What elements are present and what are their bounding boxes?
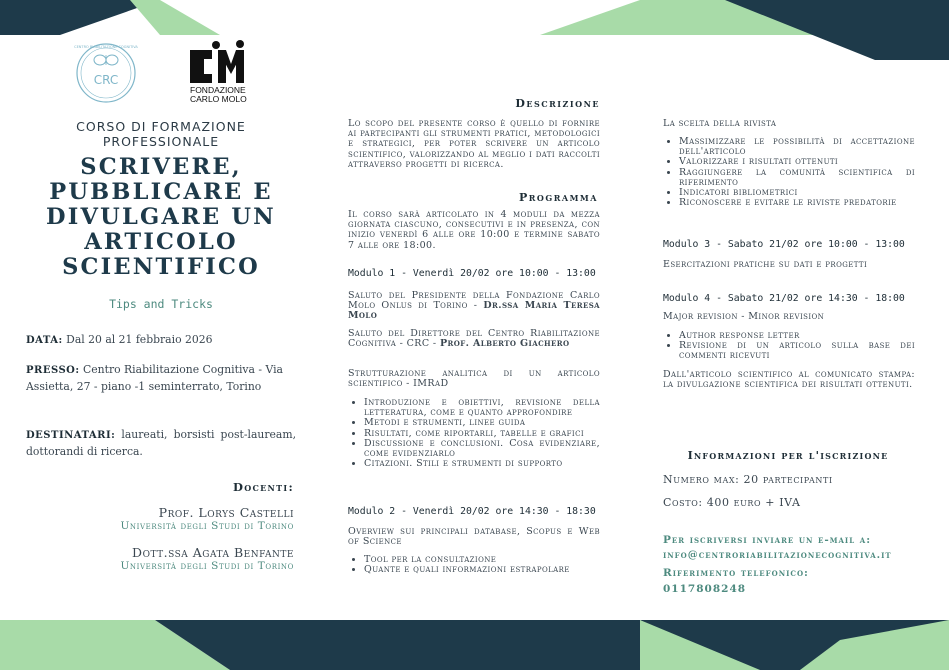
- module-1-intro: Strutturazione analitica di un articolo scientifico - IMRaD: [348, 368, 600, 390]
- section-heading-programma: Programma: [519, 191, 598, 204]
- list-item: • Risultati, come riportarli, tabelle e grafici: [364, 429, 600, 439]
- crc-logo-ring-text: CENTRO RIABILITAZIONE COGNITIVA: [74, 45, 138, 49]
- greeting-text: Saluto del Presidente della Fondazione Carlo Molo Onlus di Torino -: [348, 290, 600, 312]
- phone-label: Riferimento telefonico:: [663, 567, 809, 579]
- greeting-name: Dr.ssa Maria Teresa Molo: [348, 300, 600, 322]
- list-item: • Riconoscere e evitare le riviste predatorie: [679, 198, 915, 208]
- docenti-heading: Docenti:: [232, 480, 294, 494]
- docente-affiliation: Università degli Studi di Torino: [120, 520, 294, 532]
- place-value: Centro Riabilitazione Cognitiva - Via Assietta, 27 - piano -1 seminterrato, Torino: [26, 363, 283, 393]
- title-line: SCRIVERE,: [80, 154, 242, 180]
- module-1-title: Modulo 1 - Venerdì 20/02 ore 10:00 - 13:00: [348, 268, 596, 279]
- bottom-center-navy-band: [310, 620, 640, 670]
- phone-number[interactable]: 0117808248: [663, 583, 747, 595]
- module-4-closing: Dall'articolo scientifico al comunicato stampa: la divulgazione scientifica dei risultati ottenuti.: [663, 369, 915, 391]
- crc-logo-letters: CRC: [93, 73, 119, 87]
- module-2-title: Modulo 2 - Venerdì 20/02 ore 14:30 - 18:30: [348, 506, 596, 517]
- fcm-logo-line1: FONDAZIONE: [190, 85, 246, 95]
- registration-heading: Informazioni per l'iscrizione: [687, 449, 889, 462]
- list-item: • Citazioni. Stili e strumenti di supporto: [364, 459, 600, 469]
- list-item: • Author response letter: [679, 331, 915, 341]
- title-line: PUBBLICARE E: [49, 179, 273, 205]
- title-line: DIVULGARE UN: [46, 204, 276, 230]
- module-2-intro: Overview sui principali database, Scopus e Web of Science: [348, 526, 600, 548]
- brain-icon: [94, 55, 118, 65]
- module-1-list: [348, 398, 600, 469]
- module-3-text: Esercitazioni pratiche su dati e progetti: [663, 259, 868, 270]
- module-4-text: Major revision - Minor revision: [663, 311, 825, 322]
- list-item: • Introduzione e obiettivi, revisione della letteratura, come e quanto approfondire: [364, 398, 600, 418]
- page-title: [20, 155, 302, 280]
- fcm-logo-mark: [190, 40, 244, 83]
- module-1-greeting-director: [348, 329, 600, 349]
- journal-choice-intro: La scelta della rivista: [663, 118, 777, 129]
- docente-name: Prof. Lorys Castelli: [158, 505, 294, 520]
- list-item: • Discussione e conclusioni. Cosa evidenziare, come evidenziarlo: [364, 439, 600, 459]
- module-4-title: Modulo 4 - Sabato 21/02 ore 14:30 - 18:00: [663, 293, 905, 304]
- module-2-list: [348, 555, 600, 575]
- email-label: Per iscriversi inviare un e-mail a:: [663, 534, 872, 546]
- max-participants: Numero max: 20 partecipanti: [663, 473, 833, 486]
- fcm-logo-line2: CARLO MOLO: [190, 94, 247, 104]
- email-link[interactable]: info@centroriabilitazionecognitiva.it: [663, 550, 892, 561]
- title-line: ARTICOLO: [84, 229, 238, 255]
- module-3-title: Modulo 3 - Sabato 21/02 ore 10:00 - 13:00: [663, 239, 905, 250]
- list-item: • Raggiungere la comunità scientifica di riferimento: [679, 168, 915, 188]
- audience-value: laureati, borsisti post-lauream, dottorandi di ricerca.: [26, 428, 296, 458]
- fcm-logo-text: [190, 86, 247, 104]
- date-info: [26, 332, 296, 349]
- cost: Costo: 400 euro + IVA: [663, 496, 801, 509]
- list-item: • Valorizzare i risultati ottenuti: [679, 157, 915, 167]
- list-item: • Revisione di un articolo sulla base dei commenti ricevuti: [679, 341, 915, 361]
- section-heading-descrizione: Descrizione: [515, 97, 600, 110]
- place-info: [26, 362, 296, 395]
- journal-choice-list: [663, 137, 915, 208]
- title-line: SCIENTIFICO: [62, 254, 260, 280]
- list-item: • Metodi e strumenti, linee guida: [364, 418, 600, 428]
- place-label: PRESSO:: [26, 365, 80, 376]
- greeting-text: Saluto del Direttore del Centro Riabilitazione Cognitiva - CRC -: [348, 328, 600, 350]
- subtitle: Tips and Tricks: [109, 297, 213, 311]
- list-item: • Quante e quali informazioni estrapolare: [364, 565, 600, 575]
- list-item: • Massimizzare le possibilità di accettazione dell'articolo: [679, 137, 915, 157]
- audience-info: [26, 427, 296, 460]
- docente-name: Dott.ssa Agata Benfante: [132, 545, 294, 560]
- list-item: • Indicatori bibliometrici: [679, 188, 915, 198]
- description-text: Lo scopo del presente corso è quello di fornire ai partecipanti gli strumenti pratici, metodologici e strategici, per poter scrivere un articolo scientifico, valorizzando al meglio i dati raccolti attraverso progetti di ricerca.: [348, 118, 600, 170]
- list-item: • Tool per la consultazione: [364, 555, 600, 565]
- module-4-list: [663, 331, 915, 362]
- date-value: Dal 20 al 21 febbraio 2026: [66, 333, 213, 346]
- audience-label: DESTINATARI:: [26, 430, 116, 441]
- program-text: Il corso sarà articolato in 4 moduli da mezza giornata ciascuno, consecutivi e in presenza, con inizio venerdì 6 alle ore 10:00 e termine sabato 7 alle ore 18:00.: [348, 209, 600, 251]
- course-label: CORSO DI FORMAZIONE PROFESSIONALE: [76, 119, 246, 149]
- date-label: DATA:: [26, 335, 63, 346]
- docente-affiliation: Università degli Studi di Torino: [120, 560, 294, 572]
- module-1-greeting-president: [348, 291, 600, 322]
- greeting-name: Prof. Alberto Giachero: [439, 338, 570, 350]
